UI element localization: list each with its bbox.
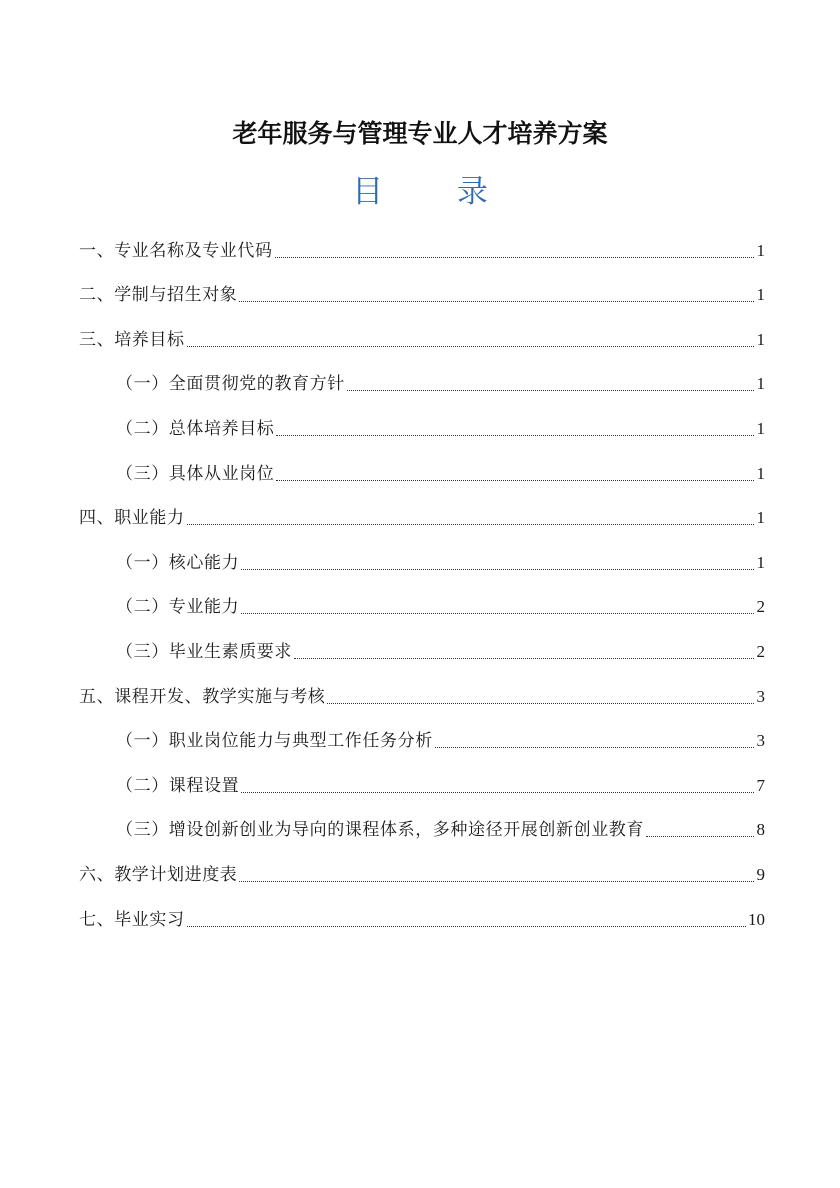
toc-entry-page: 2	[756, 597, 765, 617]
toc-entry-label: 六、教学计划进度表	[79, 864, 238, 885]
toc-entry-label: （二）总体培养目标	[116, 418, 275, 439]
toc-entry-label: 五、课程开发、教学实施与考核	[79, 686, 326, 707]
toc-entry-label: （三）增设创新创业为导向的课程体系，多种途径开展创新创业教育	[116, 820, 644, 841]
toc-entry-page: 1	[756, 240, 765, 260]
toc-entry-1[interactable]	[79, 222, 765, 267]
dot-leader	[646, 835, 754, 837]
dot-leader	[275, 256, 754, 258]
dot-leader	[276, 434, 754, 436]
toc-entry-3-2[interactable]	[79, 400, 765, 445]
dot-leader	[239, 880, 754, 882]
toc-entry-label: （一）职业岗位能力与典型工作任务分析	[116, 731, 433, 752]
toc-entry-label: 七、毕业实习	[79, 909, 185, 930]
toc-entry-label: 二、学制与招生对象	[79, 285, 238, 306]
toc-entry-label: （二）课程设置	[116, 775, 240, 796]
toc-entry-3-3[interactable]	[79, 445, 765, 490]
toc-entry-3[interactable]	[79, 311, 765, 356]
toc-entry-6[interactable]	[79, 846, 765, 891]
dot-leader	[187, 345, 754, 347]
dot-leader	[239, 300, 754, 302]
toc-entry-label: （三）具体从业岗位	[116, 463, 275, 484]
toc-entry-4[interactable]	[79, 490, 765, 535]
toc-entry-page: 9	[756, 864, 765, 884]
dot-leader	[187, 523, 754, 525]
toc-entry-label: 一、专业名称及专业代码	[79, 240, 273, 261]
toc-entry-page: 1	[756, 552, 765, 572]
toc-entry-page: 2	[756, 641, 765, 661]
dot-leader	[241, 612, 754, 614]
toc-entry-label: 三、培养目标	[79, 329, 185, 350]
dot-leader	[435, 746, 754, 748]
toc-entry-2[interactable]	[79, 267, 765, 312]
toc-entry-3-1[interactable]	[79, 356, 765, 401]
dot-leader	[187, 925, 746, 927]
toc-entry-5-1[interactable]	[79, 713, 765, 758]
toc-entry-4-3[interactable]	[79, 623, 765, 668]
toc-entry-page: 7	[756, 775, 765, 795]
toc-entry-page: 1	[756, 285, 765, 305]
dot-leader	[241, 791, 754, 793]
toc-entry-label: （二）专业能力	[116, 597, 240, 618]
table-of-contents	[79, 222, 765, 936]
toc-heading: 目 录	[352, 174, 520, 210]
toc-entry-page: 1	[756, 463, 765, 483]
dot-leader	[327, 702, 754, 704]
toc-entry-page: 1	[756, 329, 765, 349]
toc-entry-4-2[interactable]	[79, 579, 765, 624]
toc-entry-page: 10	[748, 909, 765, 929]
dot-leader	[241, 568, 754, 570]
toc-entry-page: 1	[756, 374, 765, 394]
toc-entry-label: （一）全面贯彻党的教育方针	[116, 374, 345, 395]
toc-entry-label: （三）毕业生素质要求	[116, 641, 292, 662]
toc-entry-4-1[interactable]	[79, 534, 765, 579]
dot-leader	[276, 479, 754, 481]
toc-entry-5[interactable]	[79, 668, 765, 713]
page-title: 老年服务与管理专业人才培养方案	[232, 119, 608, 148]
toc-entry-page: 8	[756, 820, 765, 840]
toc-entry-page: 3	[756, 686, 765, 706]
toc-entry-label: 四、职业能力	[79, 508, 185, 529]
toc-entry-page: 3	[756, 731, 765, 751]
dot-leader	[294, 657, 754, 659]
toc-entry-page: 1	[756, 508, 765, 528]
toc-entry-5-3[interactable]	[79, 802, 765, 847]
toc-entry-7[interactable]	[79, 891, 765, 936]
toc-entry-page: 1	[756, 418, 765, 438]
dot-leader	[347, 389, 754, 391]
toc-entry-label: （一）核心能力	[116, 552, 240, 573]
toc-entry-5-2[interactable]	[79, 757, 765, 802]
